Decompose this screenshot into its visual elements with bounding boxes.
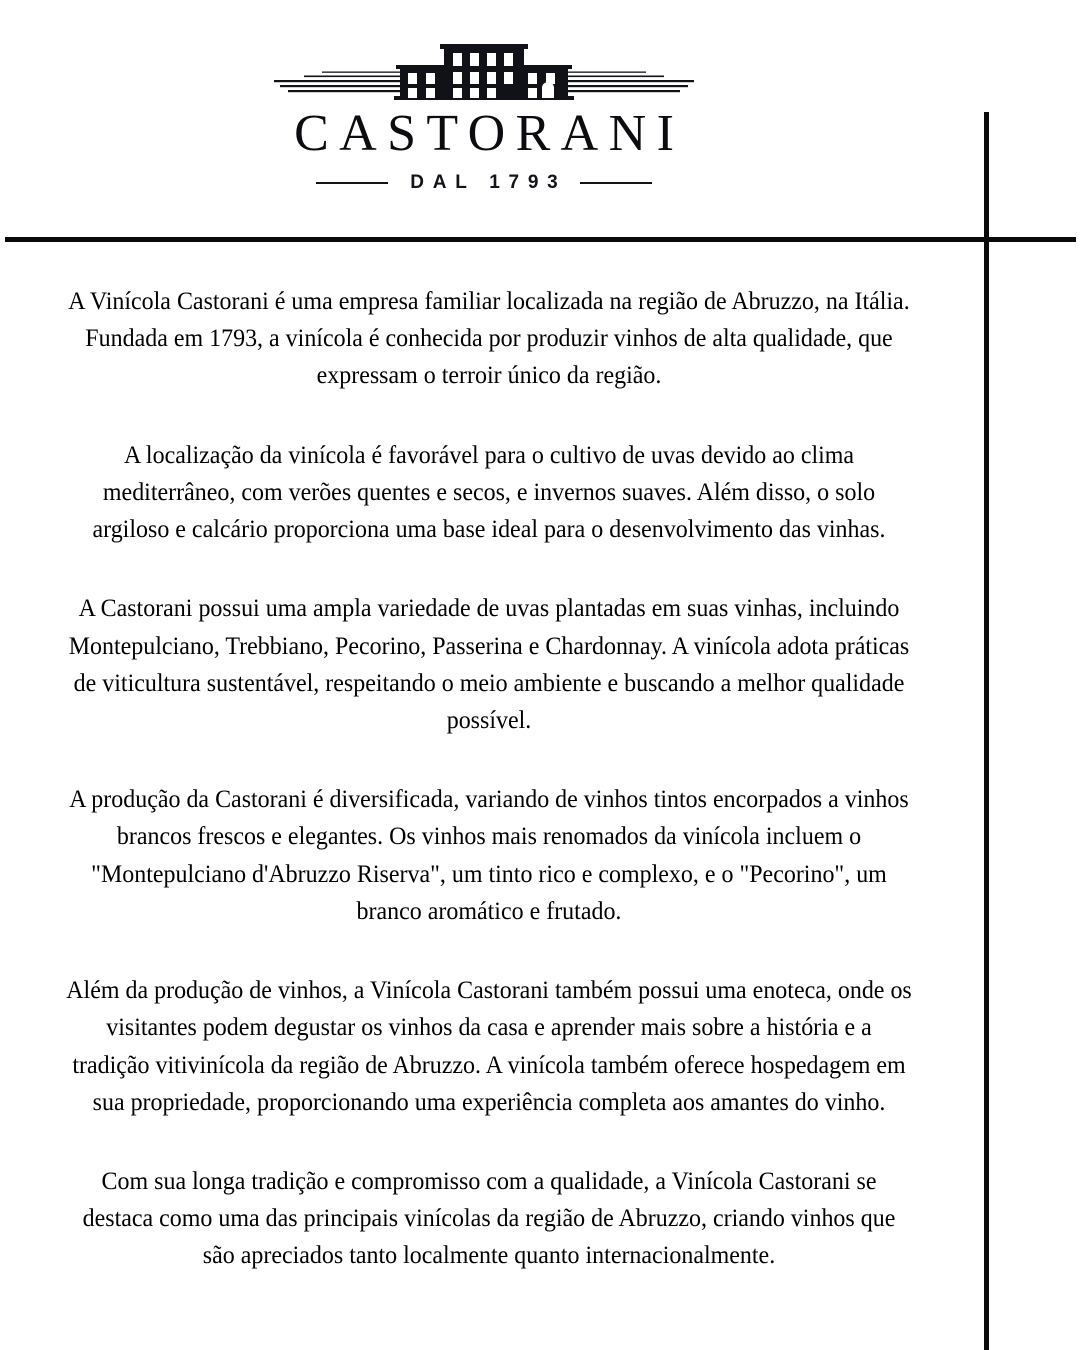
- horizontal-divider-rule: [5, 237, 1076, 242]
- tagline-dash-left: [316, 182, 388, 184]
- paragraph-5: Além da produção de vinhos, a Vinícola Castorani também possui uma enoteca, onde os visitantes podem degustar os vinhos da casa e aprender mais sobre a história e a tradição vitivinícola da região de Abruzzo. A vinícola também oferece hospedagem em sua propriedade, proporcionando uma experiência completa aos amantes do vinho.: [66, 975, 912, 1116]
- paragraph-4: A produção da Castorani é diversificada, variando de vinhos tintos encorpados a vinhos brancos frescos e elegantes. Os vinhos mais renomados da vinícola incluem o "Montepulciano d'Abruzzo Riserva", um tinto rico e complexo, e o "Pecorino", um branco aromático e frutado.: [69, 784, 909, 925]
- paragraph-1: A Vinícola Castorani é uma empresa familiar localizada na região de Abruzzo, na Itália. Fundada em 1793, a vinícola é conhecida por produzir vinhos de alta qualidade, que expressam o terroir único da região.: [68, 286, 910, 390]
- paragraph-2: A localização da vinícola é favorável para o cultivo de uvas devido ao clima mediterrâneo, com verões quentes e secos, e invernos suaves. Além disso, o solo argiloso e calcário proporciona uma base ideal para o desenvolvimento das vinhas.: [92, 439, 886, 544]
- paragraph-3: A Castorani possui uma ampla variedade de uvas plantadas em suas vinhas, incluindo Montepulciano, Trebbiano, Pecorino, Passerina e Chardonnay. A vinícola adota práticas de viticultura sustentável, respeitando o meio ambiente e buscando a melhor qualidade possível.: [68, 593, 910, 734]
- body-copy: [38, 282, 940, 1274]
- brand-tagline: DAL 1793: [410, 172, 567, 193]
- brand-tagline-row: [284, 172, 684, 194]
- vertical-divider-rule: [984, 112, 989, 1350]
- brand-wordmark: CASTORANI: [294, 105, 685, 162]
- villa-building-icon: [274, 40, 694, 102]
- tagline-dash-right: [580, 182, 652, 184]
- paragraph-6: Com sua longa tradição e compromisso com a qualidade, a Vinícola Castorani se destaca como uma das principais vinícolas da região de Abruzzo, criando vinhos que são apreciados tanto localmente quanto internacionalmente.: [82, 1165, 896, 1270]
- brand-logo: [0, 40, 968, 194]
